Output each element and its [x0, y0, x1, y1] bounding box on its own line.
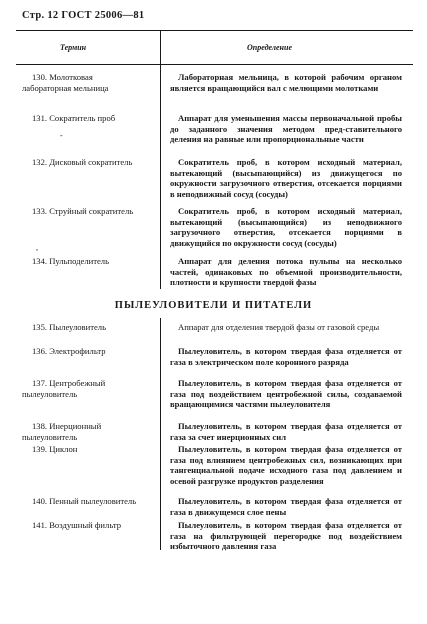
definition-133: Сократитель проб, в котором исходный материал, вытекающий (высыпающийся) из неподвижного загрузочного отверстия, отсекается порциями в движущийся по окружности сосуд (сосуды) — [170, 206, 402, 248]
term-140: 140. Пенный пылеуловитель — [32, 496, 137, 506]
term-136: 136. Электрофильтр — [32, 346, 106, 356]
column-divider-top — [160, 64, 161, 289]
table-top-rule — [16, 30, 413, 31]
term-132: 132. Дисковый сократитель — [32, 157, 133, 167]
term-134: 134. Пульподелитель — [32, 256, 110, 266]
term-138: 138. Инерционный пылеуловитель — [22, 421, 102, 442]
definition-137: Пылеуловитель, в котором твердая фаза отделяется от газа под воздействием центробежной силы, создаваемой вращающимися частями пылеуловителя — [170, 378, 402, 410]
definition-136: Пылеуловитель, в котором твердая фаза отделяется от газа в электрическом поле коронного разряда — [170, 346, 402, 367]
term-131: 131. Сократитель проб — [32, 113, 116, 123]
terms-column-header: Термин — [60, 43, 87, 52]
term-137: 137. Центробежный пылеуловитель — [22, 378, 106, 399]
page-header: Стр. 12 ГОСТ 25006—81 — [22, 10, 145, 21]
definition-134: Аппарат для деления потока пульпы на несколько частей, одинаковых по объемной производительности, плотности и крупности твердой фазы — [170, 256, 402, 288]
definition-138: Пылеуловитель, в котором твердая фаза отделяется от газа за счет инерционных сил — [170, 421, 402, 442]
section-title: ПЫЛЕУЛОВИТЕЛИ И ПИТАТЕЛИ — [114, 300, 313, 311]
column-divider-bottom — [160, 318, 161, 550]
dash-mark: - — [60, 131, 63, 140]
term-139: 139. Циклон — [32, 444, 78, 454]
definition-130: Лабораторная мельница, в которой рабочим органом является вращающийся вал с мелющими молотками — [170, 72, 402, 93]
definition-140: Пылеуловитель, в котором твердая фаза отделяется от газа в движущемся слое пены — [170, 496, 402, 517]
term-130: 130. Молотковая лабораторная мельница — [22, 72, 109, 93]
dot-mark: , — [36, 243, 38, 252]
definition-139: Пылеуловитель, в котором твердая фаза отделяется от газа под влиянием центробежных сил, возникающих при тангенциальной подаче исходного газа под давлением и осевой разгрузке продуктов разделения — [170, 444, 402, 486]
term-135: 135. Пылеуловитель — [32, 322, 106, 332]
definition-135: Аппарат для отделения твердой фазы от газовой среды — [178, 322, 380, 332]
definition-column-header: Определение — [247, 43, 292, 52]
column-divider — [160, 30, 161, 64]
term-133: 133. Струйный сократитель — [32, 206, 134, 216]
definition-131: Аппарат для уменьшения массы первоначальной пробы до заданного значения методом пред-ставительного деления на равные или пропорциональные части — [170, 113, 402, 145]
header-bottom-rule — [16, 64, 413, 65]
definition-132: Сократитель проб, в котором исходный материал, вытекающий (высыпающийся) из движущегося по окружности загрузочного отверстия, отсекается порциями в неподвижный сосуд (сосуды) — [170, 157, 402, 199]
definition-141: Пылеуловитель, в котором твердая фаза отделяется от газа на фильтрующей перегородке под воздействием избыточного давления газа — [170, 520, 402, 552]
term-141: 141. Воздушный фильтр — [32, 520, 122, 530]
